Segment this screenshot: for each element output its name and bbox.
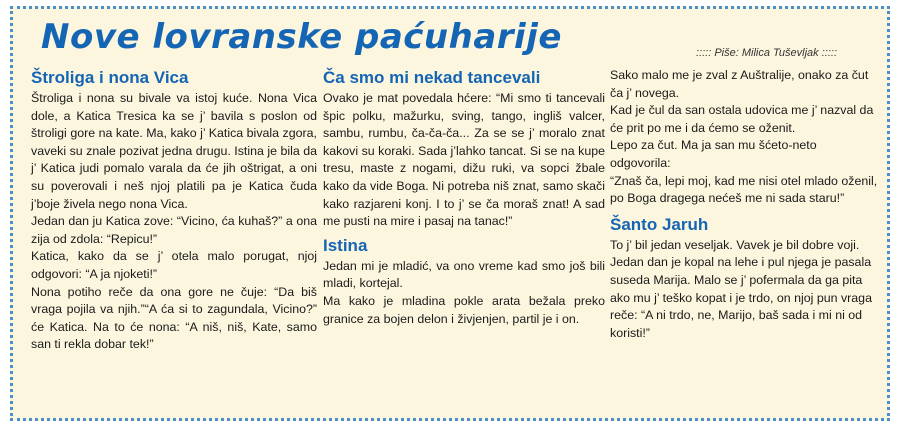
paragraph: To j’ bil jedan veseljak. Vavek je bil dobre voji. Jedan dan je kopal na lehe i pul njega je pasala suseda Marija. Malo se j’ pofermala da ga pita ako mu j’ teško kopat i je trdo, on njoj pun vraga reče: “A ni trdo, ne, Marijo, baš sada i mi ni od koristi!” bbox=[610, 237, 872, 340]
section-heading-stroliga: Štroliga i nona Vica bbox=[31, 68, 189, 87]
column-3 bbox=[610, 67, 880, 342]
paragraph: Ma kako je mladina pokle arata bežala preko granice za bojen delon i živjenjen, partil je i on. bbox=[323, 293, 605, 326]
paragraph: Lepo za čut. Ma ja san mu šćeto-neto odgovorila: bbox=[610, 138, 817, 170]
article-frame bbox=[10, 6, 890, 421]
author-byline: ::::: Piše: Milica Tuševljak ::::: bbox=[696, 47, 837, 59]
article-title: Nove lovranske paćuharije bbox=[41, 17, 562, 57]
paragraph: Katica, kako da se j’ otela malo porugat, njoj odgovori: “A ja njoketi!” bbox=[31, 249, 317, 281]
column-2 bbox=[323, 67, 605, 328]
paragraph: Nona potiho reče da ona gore ne čuje: “Da biš vraga pojila va njih.”“A ća si to zagundala, Vicino?” će Katica. Na to će nona: “A niš, niš, Kate, samo san ti rekla dobar tek!” bbox=[31, 284, 317, 352]
section-heading-tancevali: Ča smo mi nekad tancevali bbox=[323, 68, 541, 87]
paragraph: Kad je čul da san ostala udovica me j’ nazval da će prit po me i da ćemo se oženit. bbox=[610, 103, 874, 135]
column-1 bbox=[31, 67, 317, 354]
section-heading-santo-jaruh: Šanto Jaruh bbox=[610, 214, 709, 234]
paragraph: Sako malo me je zval z Auštralije, onako za čut ča j’ novega. bbox=[610, 68, 869, 100]
paragraph: “Znaš ča, lepi moj, kad me nisi otel mlado oženil, po Boga dragega nećeš me ni sada staru!” bbox=[610, 173, 878, 206]
paragraph: Jedan dan ju Katica zove: “Vicino, ća kuhaš?” a ona zija od zdola: “Repicu!” bbox=[31, 214, 317, 246]
paragraph: Jedan mi je mladić, va ono vreme kad smo još bili mladi, kortejal. bbox=[323, 258, 605, 291]
paragraph: Štroliga i nona su bivale va istoj kuće. Nona Vica dole, a Katica Tresica ka se j’ bavila s poslon od štroligi gore na kate. Ma, kako j’ Katica bivala zgora, vaveki su znale pozivat jedna drugu. Istina je bila da j’ Katica judi pomalo varala da će jih oštrigat, a oni su poverovali i neš njoj platili pa je Katica čuda j’boje živela nego nona Vica. bbox=[31, 91, 317, 211]
paragraph: Ovako je mat povedala hćere: “Mi smo ti tancevali špic polku, mažurku, sving, tango, ingliš valcer, sambu, rumbu, ča-ča-ča... Za se se j’ moralo znat kakovi su koraki. Sada j’lahko tancat. Si se na kupe tresu, maste z nogami, dižu ruki, va sopci žbale kako da vide Boga. Ni potreba niš znat, samo skači kako razjareni konj. I to j’ se ča moraš znat! A sad me pusti na mire i pasaj na tanac!” bbox=[323, 91, 605, 229]
section-heading-istina: Istina bbox=[323, 235, 368, 255]
